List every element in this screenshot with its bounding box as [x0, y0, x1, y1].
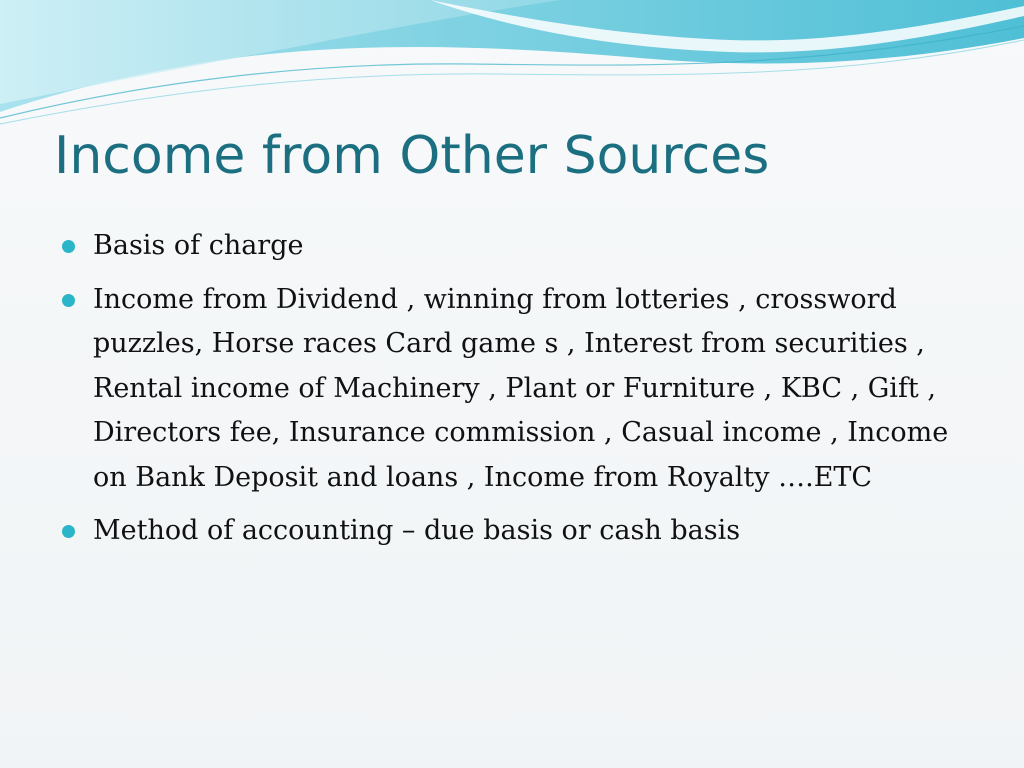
bullet-text: Method of accounting – due basis or cash basis [93, 515, 741, 546]
header-wave-decoration [0, 0, 1024, 130]
bullet-list [62, 224, 972, 563]
bullet-dot-icon [62, 525, 75, 538]
bullet-dot-icon [62, 240, 75, 253]
bullet-dot-icon [62, 294, 75, 307]
bullet-text: Basis of charge [93, 230, 304, 261]
bullet-item-method-of-accounting [62, 509, 972, 554]
bullet-text: Income from Dividend , winning from lotteries , crossword puzzles, Horse races Card game s , Interest from securities , Rental income of Machinery , Plant or Furniture , KBC , Gift , Directors fee, Insurance commission , Casual income , Income on Bank Deposit and loans , Income from Royalty ….ETC [93, 283, 949, 493]
slide-title: Income from Other Sources [54, 126, 770, 186]
bullet-item-basis-of-charge [62, 224, 972, 269]
bullet-item-income-types [62, 278, 972, 501]
